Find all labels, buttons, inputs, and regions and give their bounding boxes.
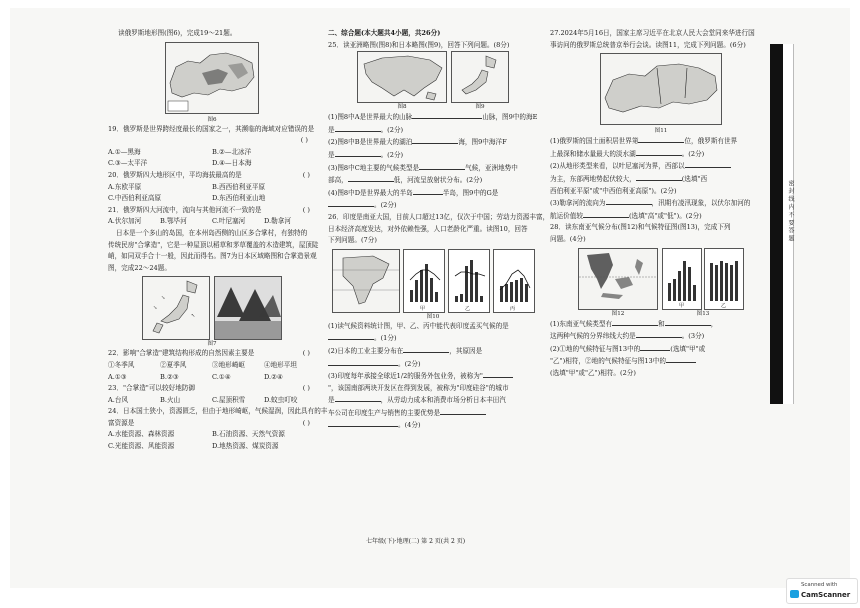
question-28-2 <box>550 343 772 356</box>
question-26-1-cont <box>328 332 538 345</box>
option-21-a: A.伏尔加河 <box>108 217 142 226</box>
option-20-c: C.中西伯利亚高原 <box>108 194 162 203</box>
q25-3-text-d: 低，河流呈放射状分布。(2分) <box>393 176 483 185</box>
q27-3-text-a: (3)勒拿河的流向为 <box>550 199 606 208</box>
item-22-1: ①冬季风 <box>108 360 135 369</box>
seal-line-notice <box>783 44 794 404</box>
q27-3-text-b: ，汛期有凌汛现象，以伏尔加河的 <box>651 199 751 208</box>
figure-7-group <box>108 276 316 340</box>
japan-small-map-graphic <box>452 52 508 102</box>
column-left <box>108 28 328 453</box>
q27-2-text-a: (2)从地形类型来看，以叶尼塞河为界，西部以 <box>550 162 685 171</box>
option-20-b: B.西西伯利亚平原 <box>212 182 266 191</box>
answer-blank[interactable] <box>328 419 398 427</box>
q25-4-text-a: (4)图8中D是世界最大的半岛 <box>328 188 413 197</box>
binding-edge-bar <box>770 44 783 404</box>
question-20-text: 20．俄罗斯四大地形区中，平均海拔最高的是 <box>108 170 242 179</box>
answer-paren-19: ( ) <box>300 136 308 145</box>
question-26-line1: 26．印度是南亚大国，目前人口超过13亿，仅次于中国；劳动力资源丰富， <box>328 212 550 221</box>
q25-3-text-c: 部高， <box>328 176 348 185</box>
q25-4-text-b: 半岛，图9中的G是 <box>442 188 499 197</box>
answer-blank[interactable] <box>685 160 731 168</box>
answer-blank[interactable] <box>335 394 381 402</box>
question-22 <box>108 348 316 360</box>
q28-1-text-a: (1)东南亚气候类型有 <box>550 319 613 328</box>
option-22-d: D.②④ <box>264 372 283 381</box>
scanner-line1: Scanned with <box>801 582 838 588</box>
question-27-3 <box>550 197 772 210</box>
question-26-2-cont <box>328 358 538 371</box>
q27-3-text-c: 航运价值较 <box>550 211 583 220</box>
q28-1-text-e: 。(3分) <box>681 332 705 341</box>
japan-map-graphic <box>143 277 209 339</box>
q25-1-text-c: 是 <box>328 125 335 134</box>
page-footer: 七年级(下)·地理(二) 第 2 页(共 2 页) <box>366 538 466 545</box>
option-22-a: A.①③ <box>108 372 127 381</box>
figure-13-wrap <box>662 248 744 318</box>
options-23 <box>108 395 316 407</box>
option-19-d: D.④—日本海 <box>212 159 252 168</box>
figure-9-wrap <box>451 51 509 111</box>
answer-blank[interactable] <box>636 148 682 156</box>
question-26-1: (1)读气候资料统计图，甲、乙、丙中能代表印度孟买气候的是 <box>328 321 509 330</box>
figure-11-caption: 图11 <box>654 128 668 135</box>
svg-text:↘: ↘ <box>153 305 158 312</box>
question-26-3-line3 <box>328 394 538 407</box>
options-22 <box>108 372 316 384</box>
options-19-row1 <box>108 147 316 159</box>
figure-7-caption: 图7 <box>207 341 217 348</box>
q27-1-text-a: (1)俄罗斯的国土面积居世界第 <box>550 137 639 146</box>
option-24-b: B.石油资源、天然气资源 <box>212 430 285 439</box>
figure-10-caption: 图10 <box>426 313 440 320</box>
item-22-2: ②夏季风 <box>160 360 187 369</box>
figure-10-climate-chart-a <box>403 249 445 313</box>
options-24-row1 <box>108 429 316 441</box>
option-23-b: B.火山 <box>160 395 181 404</box>
q26-2-text-c: 。(2分) <box>398 359 421 368</box>
figure-12-southeast-asia-map <box>578 248 658 310</box>
passage-japan-line2: 传统民房"合掌造"，它是一种屋顶以稻草和茅草覆盖的木造建筑，屋顶陡 <box>108 240 319 249</box>
option-19-c: C.③—太平洋 <box>108 159 148 168</box>
camscanner-watermark <box>786 578 858 604</box>
answer-paren-24: ( ) <box>302 418 310 427</box>
question-28-1 <box>550 318 772 331</box>
climate-13b-label: 乙 <box>721 302 727 309</box>
answer-blank[interactable] <box>440 407 486 415</box>
figure-9-japan-map <box>451 51 509 103</box>
q26-3-text-e: 车公司在印度生产与销售的主要优势是 <box>328 408 441 417</box>
answer-blank[interactable] <box>666 355 696 363</box>
figure-6-caption: 图6 <box>207 116 217 123</box>
figure-12-wrap <box>578 248 658 318</box>
climate-13a-label: 甲 <box>679 302 685 309</box>
q28-1-text-c: ， <box>710 319 718 328</box>
question-23-text: 23．"合掌造"可以较好地防御 <box>108 384 195 393</box>
question-21 <box>108 205 316 217</box>
answer-blank[interactable] <box>335 149 381 157</box>
question-28-2-line3: (选填"甲"或"乙")相符。(2分) <box>550 368 636 377</box>
q26-2-text-b: ，其原因是 <box>449 346 483 355</box>
q25-2-text-b: 海，图9中海洋F <box>458 138 507 147</box>
answer-blank[interactable] <box>483 370 513 378</box>
answer-paren-22: ( ) <box>302 349 310 358</box>
q28-2-text-b: (选填"甲"或 <box>670 344 706 353</box>
option-23-d: D.蚊虫叮咬 <box>264 395 298 404</box>
answer-blank[interactable] <box>638 135 684 143</box>
option-23-a: A.台风 <box>108 395 129 404</box>
question-27-2 <box>550 160 772 173</box>
scanner-line2: CamScanner <box>801 591 851 599</box>
q25-1-text-d: 。(2分) <box>380 125 404 134</box>
q26-3-text-d: ，从劳动力成本和消费市场分析日本丰田汽 <box>380 396 506 405</box>
answer-blank[interactable] <box>328 199 374 207</box>
passage-japan-line1: 日本是一个多山的岛国，在本州岛西侧的山区多合掌村，有独特的 <box>116 228 308 237</box>
figure-8-asia-map <box>357 51 447 103</box>
q25-2-text-c: 是 <box>328 150 335 159</box>
q25-2-text-a: (2)图8中B是世界最大的湖泊 <box>328 138 413 147</box>
answer-paren-23: ( ) <box>302 384 310 393</box>
q28-1-text-b: 和 <box>658 319 665 328</box>
question-27-line2: 事访问的俄罗斯总统普京举行会谈。读图11，完成下列问题。(6分) <box>550 40 746 49</box>
question-25-1-cont <box>328 124 538 137</box>
svg-text:↖: ↖ <box>191 313 196 320</box>
q26-2-text-a: (2)日本的工业主要分布在 <box>328 346 404 355</box>
answer-blank[interactable] <box>412 136 458 144</box>
q25-3-text-a: (3)图8中C地主要的气候类型是 <box>328 163 420 172</box>
climate-chart-c-graphic <box>494 250 534 312</box>
question-19: 19．俄罗斯是世界跨经度最长的国家之一，其濒临的海域对应错误的是 <box>108 124 315 133</box>
figure-8-wrap <box>357 51 447 111</box>
intro-q19-21: 读俄罗斯地形图(图6)，完成19～21题。 <box>118 29 237 37</box>
question-26-line2: 日本经济高度发达，对外依赖性强，人口老龄化严重。读图10，回答 <box>328 224 528 233</box>
question-28-2-cont <box>550 355 772 368</box>
climate-chart-c-label: 丙 <box>509 305 515 312</box>
figure-10-group <box>328 249 538 313</box>
option-22-c: C.①④ <box>212 372 231 381</box>
section-heading: 二、综合题(本大题共4小题，共26分) <box>328 29 441 37</box>
figure-13-climate-chart-a <box>662 248 702 310</box>
answer-blank[interactable] <box>636 173 682 181</box>
q27-2-text-b: 为主，东部两地势起伏较大， <box>550 174 636 183</box>
climate-chart-b-label: 乙 <box>464 305 470 312</box>
answer-blank[interactable] <box>640 343 670 351</box>
question-27-1 <box>550 135 772 148</box>
answer-blank[interactable] <box>413 187 443 195</box>
asia-map-graphic <box>358 52 446 102</box>
climate-chart-a-label: 甲 <box>419 305 425 312</box>
option-20-d: D.东西伯利亚山地 <box>212 194 266 203</box>
figure-7-japan-map <box>142 276 210 340</box>
option-19-a: A.①—黑海 <box>108 147 141 156</box>
figure-8-caption: 图8 <box>397 104 407 111</box>
figures-8-9 <box>328 51 538 111</box>
answer-blank[interactable] <box>328 358 398 366</box>
question-25-4-cont <box>328 199 538 212</box>
answer-blank[interactable] <box>606 197 652 205</box>
q28-2-text-c: "乙")相符，②地的气候特征与图13中的 <box>550 357 666 366</box>
answer-blank[interactable] <box>403 345 449 353</box>
exam-sheet <box>10 8 850 588</box>
q25-2-text-d: 。(2分) <box>380 150 404 159</box>
question-26-3-line2: "，该国南部两块开发区在得到发展，被称为"印度硅谷"的城市 <box>328 383 509 392</box>
question-25-1 <box>328 111 538 124</box>
question-28-line2: 问题。(4分) <box>550 234 586 243</box>
question-27-line1: 27.2024年5月16日，国家主席习近平在北京人民大会堂同来华进行国 <box>550 29 755 37</box>
q25-1-text-b: 山脉，图9中的海E <box>482 113 538 122</box>
answer-paren-20: ( ) <box>302 170 310 179</box>
options-22-items <box>108 360 316 372</box>
q25-1-text-a: (1)图8中A是世界最大的山脉 <box>328 113 413 122</box>
question-25-2-cont <box>328 149 538 162</box>
answer-blank[interactable] <box>348 174 394 182</box>
q28-2-text-a: (2)①地的气候特征与图13中的 <box>550 344 641 353</box>
svg-text:↘: ↘ <box>161 295 166 302</box>
question-26-2 <box>328 345 538 358</box>
option-20-a: A.东欧平原 <box>108 182 142 191</box>
figure-6-russia-terrain-map <box>165 42 259 114</box>
column-middle <box>328 28 550 432</box>
answer-blank[interactable] <box>419 162 465 170</box>
figure-13-climate-chart-b <box>704 248 744 310</box>
answer-blank[interactable] <box>612 318 658 326</box>
question-25: 25．读亚洲略图(图8)和日本略图(图9)，回答下列问题。(8分) <box>328 40 510 49</box>
climate-chart-a-graphic <box>404 250 444 312</box>
q27-1-text-b: 位，俄罗斯有世界 <box>684 137 738 146</box>
q27-1-text-d: 。(2分) <box>681 149 705 158</box>
answer-paren-21: ( ) <box>302 205 310 214</box>
question-28-line1: 28．读东南亚气候分布(图12)和气候特征图(图13)，完成下列 <box>550 223 731 232</box>
answer-blank[interactable] <box>328 332 374 340</box>
figure-12-caption: 图12 <box>611 310 625 317</box>
figure-10-india-map <box>332 249 400 313</box>
question-25-3-cont <box>328 174 538 187</box>
q25-3-text-b: 气候，亚洲地势中 <box>465 163 518 172</box>
figure-10-climate-chart-c <box>493 249 535 313</box>
column-right <box>550 28 772 380</box>
question-27-1-cont <box>550 148 772 161</box>
question-26-3-line4 <box>328 407 538 420</box>
question-20 <box>108 170 316 182</box>
question-22-text: 22．影响"合掌造"建筑结构形成的自然因素主要是 <box>108 349 255 358</box>
option-24-a: A.水能资源、森林资源 <box>108 430 175 439</box>
question-25-4 <box>328 187 538 200</box>
option-22-b: B.②③ <box>160 372 179 381</box>
climate-chart-b-graphic <box>449 250 489 312</box>
question-26-3 <box>328 370 538 383</box>
option-23-c: C.屋顶积雪 <box>212 395 246 404</box>
option-21-c: C.叶尼塞河 <box>212 217 246 226</box>
q26-3-text-c: 是 <box>328 396 335 405</box>
q27-3-text-d: (选填"高"或"低")。(2分) <box>628 211 702 220</box>
option-21-d: D.勒拿河 <box>264 217 291 226</box>
option-24-d: D.地热资源、煤炭资源 <box>212 442 279 451</box>
question-27-2-line3: 西伯利亚平原"或"中西伯利亚高原")。(2分) <box>550 186 677 195</box>
question-21-text: 21．俄罗斯四大河流中，流向与其他河流不一致的是 <box>108 205 262 214</box>
options-21 <box>108 216 316 228</box>
figure-13-charts <box>662 248 744 310</box>
question-28-1-cont <box>550 330 772 343</box>
options-24-row2 <box>108 441 316 453</box>
figure-13-caption: 图13 <box>696 310 710 317</box>
figure-7-gassho-house-photo <box>214 276 282 340</box>
option-21-b: B.鄂毕河 <box>160 217 187 226</box>
figures-12-13 <box>550 248 772 318</box>
russia-map-11-graphic <box>601 54 721 124</box>
figure-10-climate-chart-b <box>448 249 490 313</box>
item-22-4: ④地形平坦 <box>264 360 297 369</box>
q25-4-text-c: 。(2分) <box>374 201 397 210</box>
q26-1-text-b: 。(1分) <box>374 334 397 343</box>
question-26-3-line5 <box>328 419 538 432</box>
figure-9-caption: 图9 <box>475 104 485 111</box>
options-20-row2 <box>108 193 316 205</box>
question-26-line3: 下列问题。(7分) <box>328 236 377 245</box>
figure-11-russia-map <box>600 53 722 125</box>
answer-blank[interactable] <box>335 124 381 132</box>
camscanner-logo-icon <box>790 590 799 598</box>
question-24-text: 富资源是 <box>108 418 135 427</box>
options-19-row2 <box>108 158 316 170</box>
russia-map-graphic <box>166 43 258 113</box>
seal-line-text: 密 封 线 内 不 要 答 题 <box>787 180 794 242</box>
answer-blank[interactable] <box>412 111 482 119</box>
climate-13a-graphic <box>663 249 701 309</box>
item-22-3: ③地形崎岖 <box>212 360 245 369</box>
gassho-house-graphic <box>215 277 281 339</box>
question-24-line2 <box>108 418 316 430</box>
question-27-2-cont <box>550 173 772 186</box>
southeast-asia-map-graphic <box>579 249 657 309</box>
options-20-row1 <box>108 182 316 194</box>
india-map-graphic <box>333 250 399 312</box>
passage-japan-line3: 峭，如同双手合十一般，因此而得名。图7为日本区域略图和合掌造景观 <box>108 252 317 261</box>
question-27-3-cont <box>550 210 772 223</box>
question-23 <box>108 383 316 395</box>
option-24-c: C.光能资源、风能资源 <box>108 442 175 451</box>
q26-3-text-f: 。(4分) <box>398 421 421 430</box>
answer-blank[interactable] <box>583 210 629 218</box>
answer-blank[interactable] <box>636 330 682 338</box>
passage-japan-line4: 图，完成22～24题。 <box>108 263 171 272</box>
answer-blank[interactable] <box>665 318 711 326</box>
q27-1-text-c: 上最深和储水量最大的淡水湖 <box>550 149 636 158</box>
question-25-3 <box>328 162 538 175</box>
q27-2-text-c: (选填"西 <box>681 174 708 183</box>
option-19-b: B.②—北冰洋 <box>212 147 252 156</box>
question-24-line1: 24．日本国土狭小，资源匮乏，但由于地形崎岖，气候湿润，因此具有的丰 <box>108 407 328 416</box>
climate-13b-graphic <box>705 249 743 309</box>
question-25-2 <box>328 136 538 149</box>
q28-1-text-d: 这两种气候的分界纬线大约是 <box>550 332 636 341</box>
q26-3-text-a: (3)印度每年承接全球近1/2的服务外包业务，被称为" <box>328 372 483 381</box>
